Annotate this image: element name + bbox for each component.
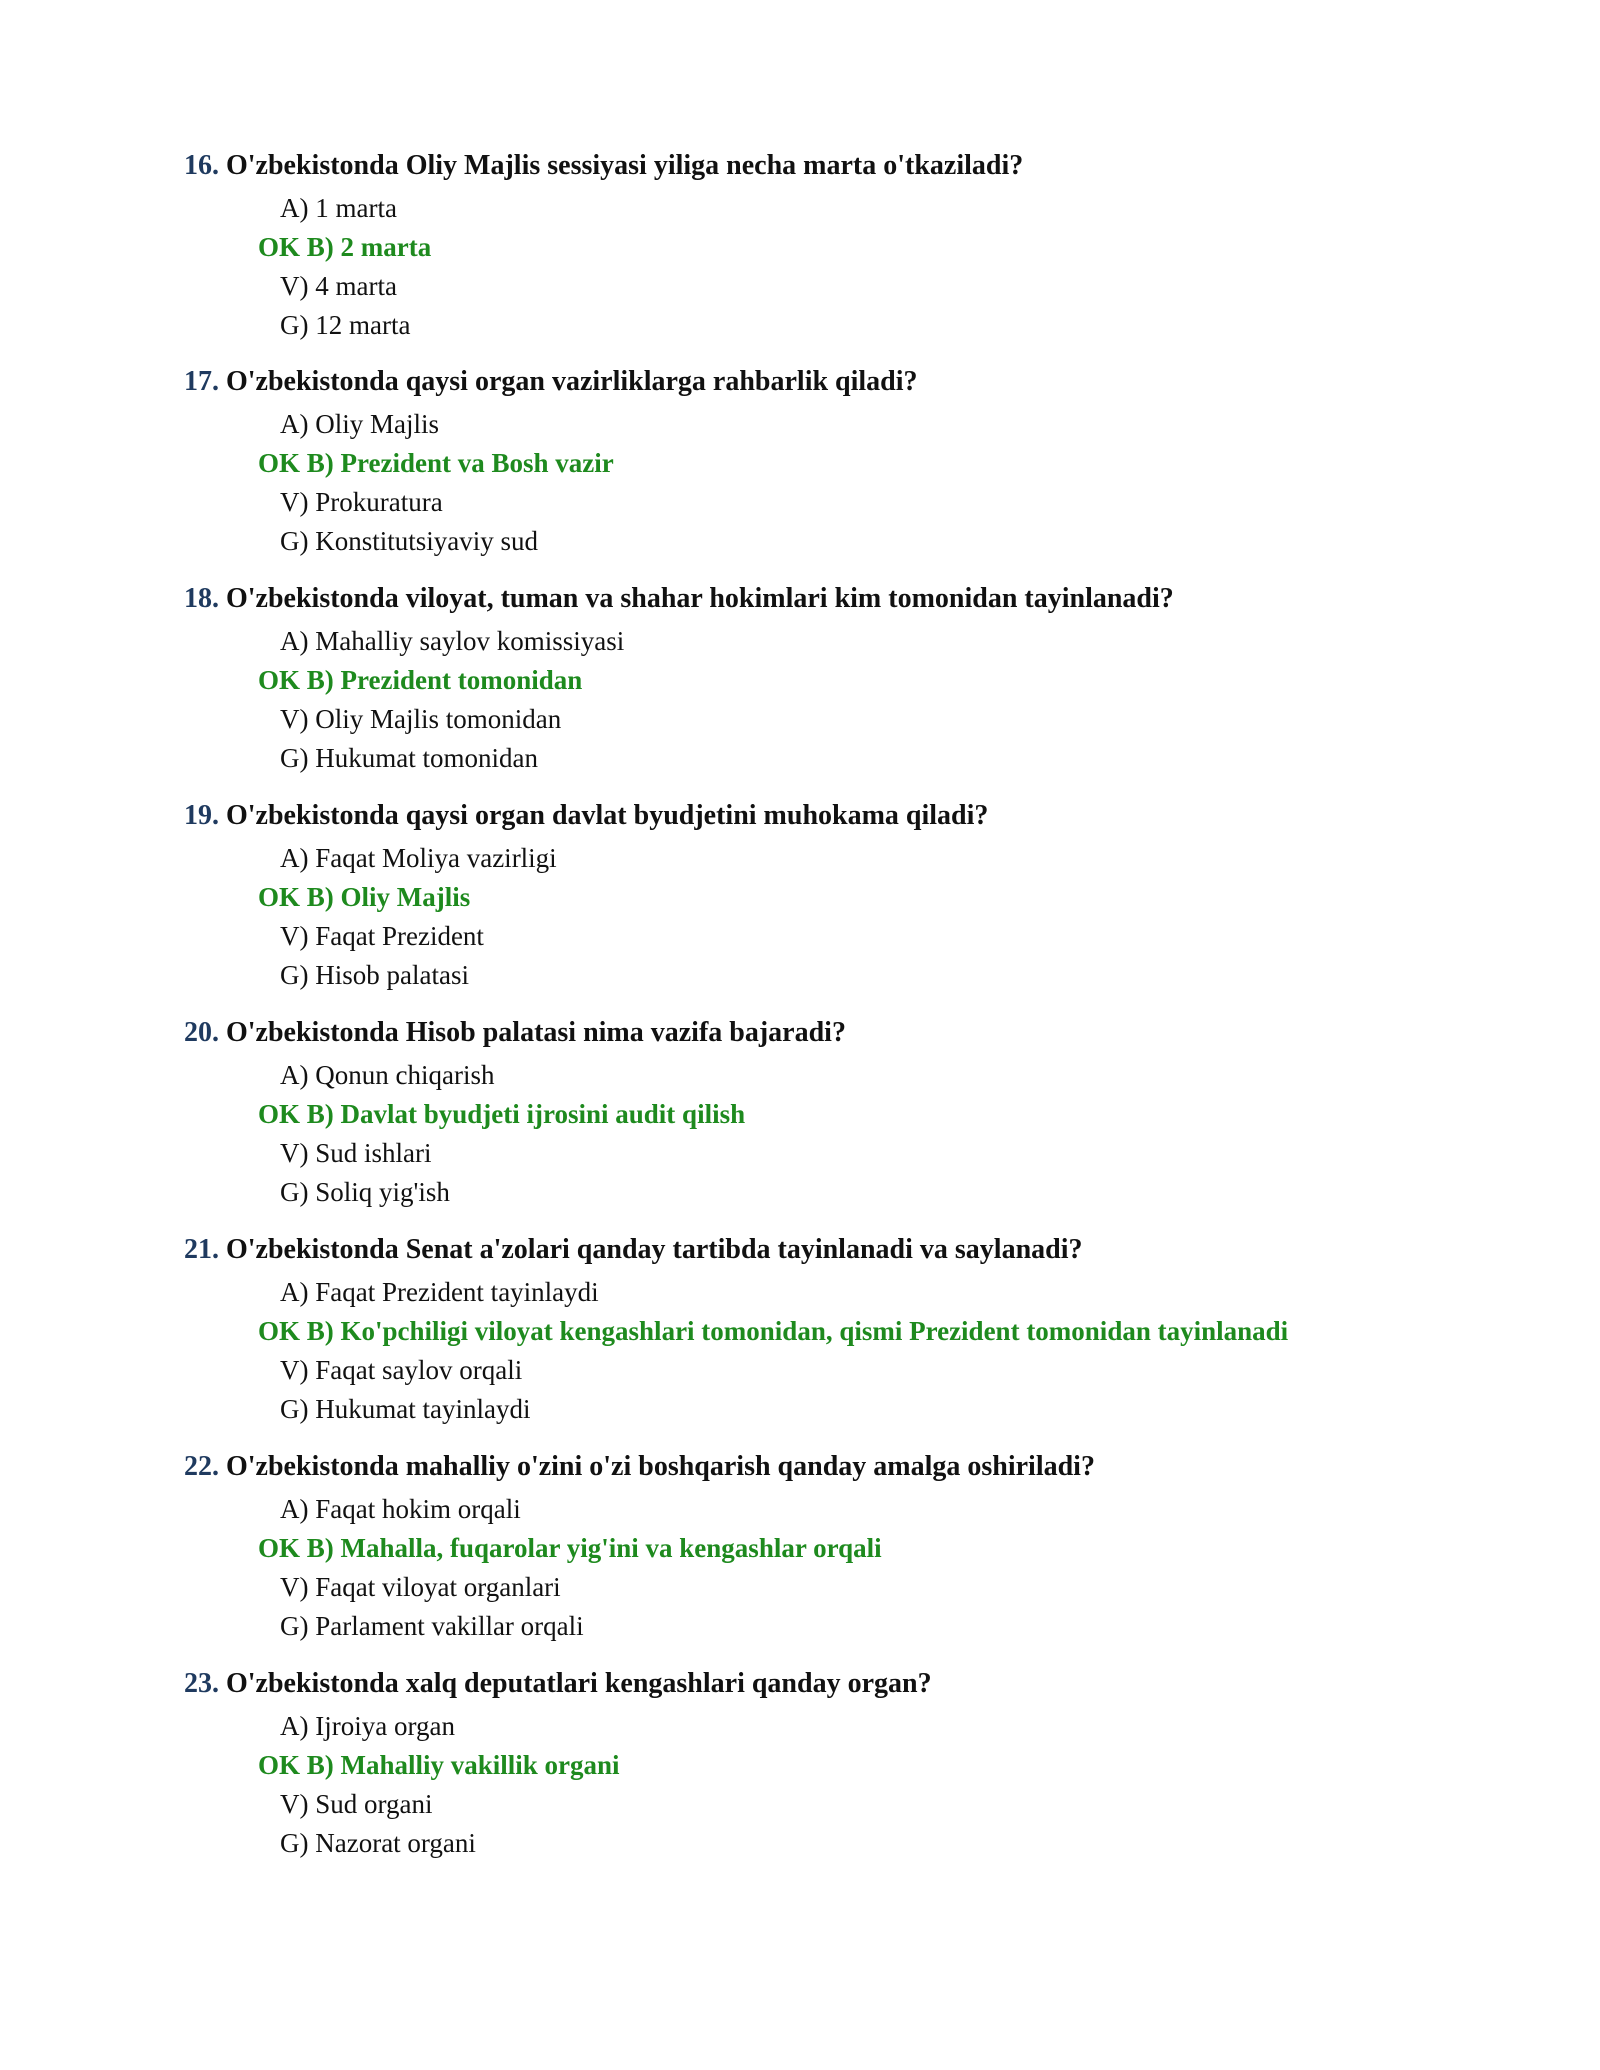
question-number: 22. <box>184 1451 219 1482</box>
option-v: V) Faqat Prezident <box>280 921 484 951</box>
option-b-correct: OK B) Davlat byudjeti ijrosini audit qilish <box>258 1099 746 1129</box>
option-g: G) Hukumat tayinlaydi <box>280 1394 531 1424</box>
question-heading <box>184 150 1023 182</box>
option-b-correct: OK B) Oliy Majlis <box>258 882 471 912</box>
question-heading <box>184 366 918 398</box>
question-number: 19. <box>184 800 219 831</box>
question-number: 16. <box>184 150 219 181</box>
option-a: A) Faqat Prezident tayinlaydi <box>280 1277 599 1307</box>
option-a: A) Mahalliy saylov komissiyasi <box>280 626 625 656</box>
option-b-correct: OK B) 2 marta <box>258 232 432 262</box>
question-heading <box>184 583 1174 615</box>
question-text: O'zbekistonda xalq deputatlari kengashlari qanday organ? <box>226 1668 932 1699</box>
question-text: O'zbekistonda qaysi organ davlat byudjetini muhokama qiladi? <box>226 800 989 831</box>
question-heading <box>184 1451 1095 1483</box>
option-g: G) Hukumat tomonidan <box>280 743 538 773</box>
option-b-correct: OK B) Mahalliy vakillik organi <box>258 1750 620 1780</box>
question-heading <box>184 1668 932 1700</box>
option-a: A) Oliy Majlis <box>280 409 439 439</box>
question-heading <box>184 800 988 832</box>
option-g: G) Parlament vakillar orqali <box>280 1611 584 1641</box>
question-number: 23. <box>184 1668 219 1699</box>
option-g: G) Konstitutsiyaviy sud <box>280 526 539 556</box>
option-g: G) Soliq yig'ish <box>280 1177 450 1207</box>
question-number: 20. <box>184 1017 219 1048</box>
question-heading <box>184 1234 1083 1266</box>
question-number: 21. <box>184 1234 219 1265</box>
option-b-correct: OK B) Ko'pchiligi viloyat kengashlari tomonidan, qismi Prezident tomonidan tayinlanadi <box>258 1316 1289 1346</box>
option-a: A) Qonun chiqarish <box>280 1060 495 1090</box>
option-v: V) Oliy Majlis tomonidan <box>280 704 562 734</box>
option-a: A) Faqat hokim orqali <box>280 1494 521 1524</box>
question-heading <box>184 1017 846 1049</box>
option-v: V) Faqat viloyat organlari <box>280 1572 561 1602</box>
option-b-correct: OK B) Prezident va Bosh vazir <box>258 448 614 478</box>
option-b-correct: OK B) Mahalla, fuqarolar yig'ini va kengashlar orqali <box>258 1533 882 1563</box>
option-v: V) Faqat saylov orqali <box>280 1355 523 1385</box>
question-text: O'zbekistonda mahalliy o'zini o'zi boshqarish qanday amalga oshiriladi? <box>226 1451 1095 1482</box>
option-a: A) Ijroiya organ <box>280 1711 455 1741</box>
question-text: O'zbekistonda qaysi organ vazirliklarga rahbarlik qiladi? <box>226 366 918 397</box>
question-number: 18. <box>184 583 219 614</box>
option-g: G) Nazorat organi <box>280 1828 476 1858</box>
option-v: V) Sud organi <box>280 1789 433 1819</box>
question-text: O'zbekistonda viloyat, tuman va shahar hokimlari kim tomonidan tayinlanadi? <box>226 583 1174 614</box>
option-v: V) Sud ishlari <box>280 1138 432 1168</box>
question-number: 17. <box>184 366 219 397</box>
question-text: O'zbekistonda Senat a'zolari qanday tartibda tayinlanadi va saylanadi? <box>226 1234 1083 1265</box>
option-v: V) 4 marta <box>280 271 397 301</box>
question-text: O'zbekistonda Oliy Majlis sessiyasi yiliga necha marta o'tkaziladi? <box>226 150 1024 181</box>
question-text: O'zbekistonda Hisob palatasi nima vazifa bajaradi? <box>226 1017 846 1048</box>
option-a: A) 1 marta <box>280 193 397 223</box>
option-g: G) Hisob palatasi <box>280 960 469 990</box>
option-v: V) Prokuratura <box>280 487 443 517</box>
option-a: A) Faqat Moliya vazirligi <box>280 843 557 873</box>
option-g: G) 12 marta <box>280 310 411 340</box>
option-b-correct: OK B) Prezident tomonidan <box>258 665 583 695</box>
